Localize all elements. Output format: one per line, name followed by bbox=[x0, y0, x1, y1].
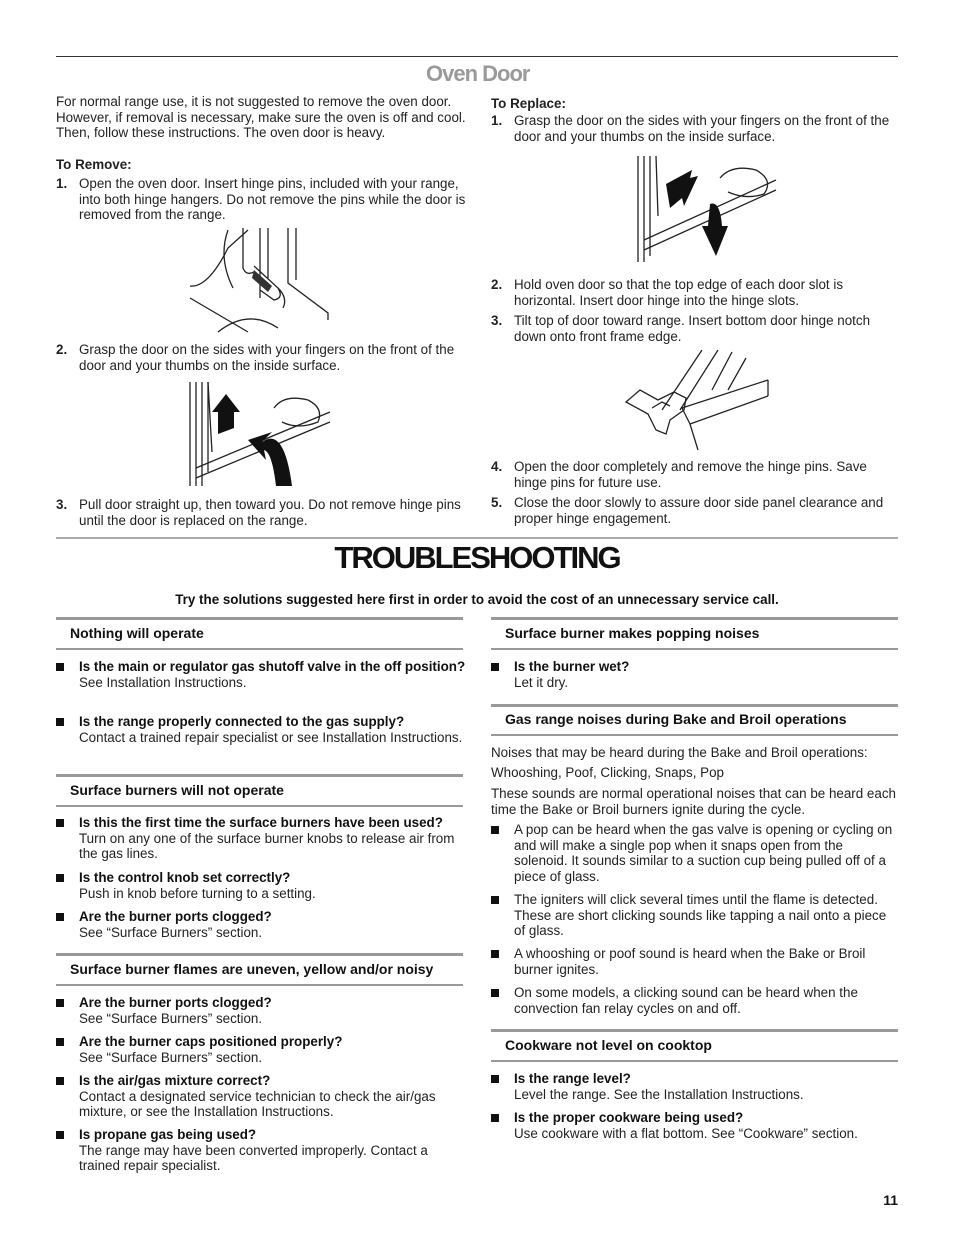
bullet-square-icon bbox=[56, 718, 64, 726]
header-rule bbox=[56, 984, 463, 986]
header-bar bbox=[56, 617, 463, 620]
list-item: On some models, a clicking sound can be heard when the convection fan relay cycles on and off. bbox=[491, 985, 899, 1016]
replace-step-5: 5. Close the door slowly to assure door side panel clearance and proper hinge engagement. bbox=[491, 495, 884, 526]
section-nothing-will-operate: Nothing will operate bbox=[70, 625, 204, 641]
list-item: Are the burner ports clogged? See “Surface Burners” section. bbox=[56, 909, 466, 940]
header-rule bbox=[491, 734, 898, 736]
remove-step-3: 3. Pull door straight up, then toward you. Do not remove hinge pins until the door is replaced on the range. bbox=[56, 497, 461, 528]
bullet-square-icon bbox=[491, 826, 499, 834]
header-rule bbox=[491, 648, 898, 650]
header-bar bbox=[56, 774, 463, 777]
list-item: Is the air/gas mixture correct? Contact a designated service technician to check the air/gas mixture, or see the Installation Instructions. bbox=[56, 1073, 466, 1120]
noises-paragraph-1: Noises that may be heard during the Bake and Broil operations: bbox=[491, 745, 868, 760]
header-bar bbox=[491, 704, 898, 707]
replace-step-3: 3. Tilt top of door toward range. Insert bottom door hinge notch down onto front frame edge. bbox=[491, 313, 871, 344]
bullet-square-icon bbox=[491, 896, 499, 904]
header-bar bbox=[491, 617, 898, 620]
bullet-square-icon bbox=[491, 663, 499, 671]
bullet-square-icon bbox=[56, 999, 64, 1007]
header-bar bbox=[491, 1029, 898, 1032]
replace-step-1: 1. Grasp the door on the sides with your fingers on the front of the door and your thumbs on the inside surface. bbox=[491, 113, 890, 144]
oven-door-intro: For normal range use, it is not suggested to remove the oven door. However, if removal is necessary, make sure the oven is off and cool. Then, follow these instructions. The oven door is heavy. bbox=[56, 94, 466, 141]
bullet-square-icon bbox=[491, 1114, 499, 1122]
header-rule bbox=[491, 1060, 898, 1062]
header-rule bbox=[56, 648, 463, 650]
page-number: 11 bbox=[883, 1192, 898, 1208]
section-cookware-not-level: Cookware not level on cooktop bbox=[505, 1037, 712, 1053]
bullet-square-icon bbox=[56, 874, 64, 882]
section-divider bbox=[56, 537, 898, 539]
remove-step-1: 1. Open the oven door. Insert hinge pins, included with your range, into both hinge hangers. Do not remove the pins while the door is removed from the range. bbox=[56, 176, 466, 223]
list-item: Is propane gas being used? The range may have been converted improperly. Contact a trained repair specialist. bbox=[56, 1127, 466, 1174]
section-burner-flames-uneven: Surface burner flames are uneven, yellow and/or noisy bbox=[70, 961, 434, 977]
grasp-door-illustration bbox=[636, 156, 782, 262]
list-item: Are the burner caps positioned properly? See “Surface Burners” section. bbox=[56, 1034, 466, 1065]
replace-step-4: 4. Open the door completely and remove the hinge pins. Save hinge pins for future use. bbox=[491, 459, 867, 490]
hinge-pin-illustration bbox=[188, 228, 333, 334]
bullet-square-icon bbox=[491, 950, 499, 958]
bullet-square-icon bbox=[56, 913, 64, 921]
section-surface-burners-will-not-operate: Surface burners will not operate bbox=[70, 782, 284, 798]
list-item: Is the range level? Level the range. See the Installation Instructions. bbox=[491, 1071, 899, 1102]
section-popping-noises: Surface burner makes popping noises bbox=[505, 625, 760, 641]
top-rule bbox=[56, 56, 898, 57]
to-remove-heading: To Remove: bbox=[56, 157, 132, 172]
list-item: Is the main or regulator gas shutoff valve in the off position? See Installation Instructions. bbox=[56, 659, 466, 690]
list-item: Is the range properly connected to the gas supply? Contact a trained repair specialist or see Installation Instructions. bbox=[56, 714, 466, 745]
noises-paragraph-3: These sounds are normal operational noises that can be heard each time the Bake or Broil burners ignite during the cycle. bbox=[491, 786, 896, 817]
troubleshooting-title: TROUBLESHOOTING bbox=[334, 540, 620, 575]
list-item: Is the proper cookware being used? Use cookware with a flat bottom. See “Cookware” section. bbox=[491, 1110, 899, 1141]
list-item: Is this the first time the surface burners have been used? Turn on any one of the surface burner knobs to release air from the gas lines. bbox=[56, 815, 466, 862]
header-rule bbox=[56, 805, 463, 807]
hinge-notch-illustration bbox=[622, 350, 772, 454]
replace-step-2: 2. Hold oven door so that the top edge of each door slot is horizontal. Insert door hinge into the hinge slots. bbox=[491, 277, 844, 308]
section-bake-broil-noises: Gas range noises during Bake and Broil operations bbox=[505, 711, 847, 727]
noises-paragraph-2: Whooshing, Poof, Clicking, Snaps, Pop bbox=[491, 765, 724, 780]
header-bar bbox=[56, 953, 463, 956]
bullet-square-icon bbox=[56, 663, 64, 671]
to-replace-heading: To Replace: bbox=[491, 96, 566, 111]
bullet-square-icon bbox=[491, 989, 499, 997]
bullet-square-icon bbox=[56, 819, 64, 827]
list-item: Is the burner wet? Let it dry. bbox=[491, 659, 899, 690]
list-item: Are the burner ports clogged? See “Surface Burners” section. bbox=[56, 995, 466, 1026]
section-title-oven-door: Oven Door bbox=[426, 61, 530, 86]
bullet-square-icon bbox=[56, 1131, 64, 1139]
list-item: A pop can be heard when the gas valve is opening or cycling on and will make a single pop when it snaps open from the solenoid. It sounds similar to a suction cup being pulled off of a piece of glass. bbox=[491, 822, 899, 884]
troubleshooting-intro: Try the solutions suggested here first in order to avoid the cost of an unnecessary service call. bbox=[175, 592, 779, 607]
remove-step-2: 2. Grasp the door on the sides with your fingers on the front of the door and your thumbs on the inside surface. bbox=[56, 342, 455, 373]
list-item: The igniters will click several times until the flame is detected. These are short clicking sounds like tapping a nail onto a piece of glass. bbox=[491, 892, 899, 939]
lift-door-illustration bbox=[188, 382, 338, 488]
bullet-square-icon bbox=[56, 1038, 64, 1046]
bullet-square-icon bbox=[56, 1077, 64, 1085]
bullet-square-icon bbox=[491, 1075, 499, 1083]
list-item: A whooshing or poof sound is heard when the Bake or Broil burner ignites. bbox=[491, 946, 899, 977]
list-item: Is the control knob set correctly? Push in knob before turning to a setting. bbox=[56, 870, 466, 901]
